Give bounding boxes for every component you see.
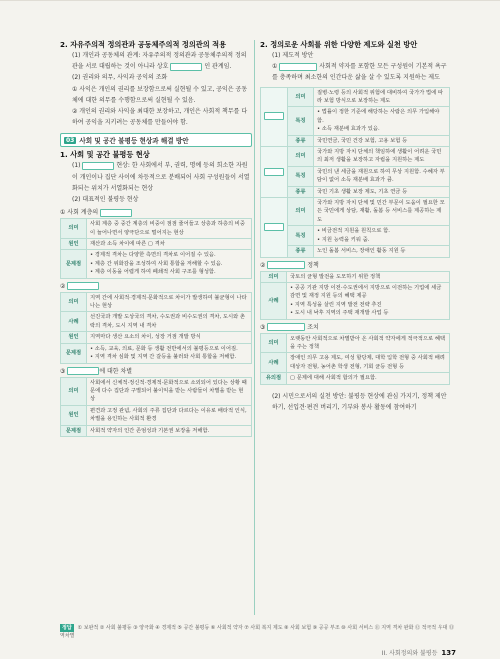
right-column: 2. 정의로운 사회를 위한 다양한 제도와 실천 방안 (1) 제도적 방안 ① 사회적 약자를 포함한 모든 구성원이 기본적 욕구를 충족하며 최소한의 인간다운 삶을 살 수 있도록 지원하는 제도 의미 질병·노령 등의 사회적 위험에 대비하여 국가가 법에 따라 보험 방식으로 보장하는 제도 특징 • 법률이 정한 기준에 해당하는 사람은 의무 가입해야 함. • 소득 재분배 효과가 있음. 종류 국민연금, 국민 건강 보험, 고용 보험 등 의미 국가와 지방 자치 단체의 책임하에 생활이 어려운 국민의 최저 생활을 보장하고 자립을 지원하는 제도 특징 국민의 낸 세금을 재원으로 하여 무상 지원함. 수혜자 부담이 없어 소득 재분배 효과가 큼. 종류 국민 기초 생활 보장 제도, 기초 연금 등 의미 국가와 지방 자치 단체 및 민간 부문이 도움이 필요한 모든 국민에게 상담, 재활, 돌봄 등 서비스를 제공하는 제도 특징 • 비금전적 지원을 원칙으로 함. • 지원 능력을 키워 줌. 종류 노인 돌봄 서비스, 장애인 활동 지원 등 ② 정책 의미 국토의 균형 발전을 도모하기 위한 정책 사례 • 공공 기관 지방 이전·수도권에서 지방으로 이전하는 기업에 세금 감면 및 재정 지원 등의 혜택 제공 • 지역 특성을 살린 지역 발전 전략 추진 • 도시 내 낙후 지역의 주택 재개발 사업 등 ③ 조치 의미 오랫동안 사회적으로 차별받아 온 사회적 약자에게 적극적으로 혜택을 주는 정책 사례 장애인 의무 고용 제도, 여성 할당제, 대학 입학 전형 중 사회적 배려 대상자 전형, 농어촌 학생 전형, 기회 균등 전형 등 유의점 ▢ 문제에 대해 사회적 합의가 필요함. (2) 시민으로서의 실천 방안: 불평등 현상에 관심 가지기, 정책 제안하기, 선입견·편견 버리기, 기부와 봉사 활동에 참여하기 — [260, 40, 450, 413]
subheading-1: 1. 사회 및 공간 불평등 현상 — [60, 150, 150, 160]
footer-section: II. 사회정의와 불평등 — [381, 650, 438, 657]
left-column: 2. 자유주의적 정의관과 공동체주의적 정의관의 적용 (1) 개인과 공동체의 관계: 자유주의적 정의관과 공동체주의적 정의관을 서로 대립하는 것이 아니라 상호 인 관계임. (2) 권리와 의무, 사익과 공익의 조화 ① 사익은 개인의 권리를 보장함으로써 실현될 수 있고, 공익은 공동체에 대한 의무를 수행함으로써 실현될 수 있음. ② 개인의 권리와 사익을 최대한 보장하고, 개인은 사회적 책무를 다하여 공익을 지키려는 공동체를 만들어야 함. 03 사회 및 공간 불평등 현상과 해결 방안 1. 사회 및 공간 불평등 현상 (1) 현상: 한 사회에서 부, 권력, 명예 등의 희소한 자원이 개인이나 집단 사이에 차등적으로 분배되어 사회 구성원들이 서열화되는 위치가 서열화되는 현상 (2) 대표적인 불평등 현상 ① 사회 계층의 의미 사회 계층 중 중간 계층의 비중이 점점 줄어들고 상층과 하층의 비중이 늘어나면서 양극단으로 멀어지는 현상 원인 재산과 소득 차이에 따른 ▢ 격차 문제점 • 경제적 격차는 다양한 측면의 격차로 이어질 수 있음. • 계층 간 위화감을 조성하여 사회 통합을 저해할 수 있음. • 계층 이동을 어렵게 하여 폐쇄적 사회 구조를 형성함. ② 의미 지역 간에 사회적·경제적·문화적으로 차이가 발생하여 불균형이 나타나는 현상 사례 선진국과 개발 도상국의 격차, 수도권과 비수도권의 격차, 도시와 촌락의 격차, 도시 지역 내 격차 원인 지역마다 생산 요소의 차이, 성장 거점 개발 방식 문제점 • 소득, 교육, 의료, 문화 등 생활 전반에서의 불평등으로 이어짐. • 지역 격차 심화 및 지역 간 갈등을 불러와 사회 통합을 저해함. ③ 에 대한 차별 의미 사회에서 신체적·정신적·경제적·문화적으로 소외되어 있다는 상황 때문에 다수 집단과 구별되어 불이익을 받는 사람들이 차별을 받는 현상 원인 편견과 고정 관념, 사회의 주류 집단과 다르다는 이유로 배타적 인식, 차별을 용인하는 사회적 환경 문제점 사회적 약자의 인간 존엄성과 기본권 보장을 저해함. — [60, 40, 252, 437]
top-rule — [0, 0, 500, 1]
answer-blank-2[interactable] — [82, 162, 114, 170]
table-spatial-inequality: 의미 지역 간에 사회적·경제적·문화적으로 차이가 발생하여 불균형이 나타나는 현상 사례 선진국과 개발 도상국의 격차, 수도권과 비수도권의 격차, 도시와 촌락의 격차, 도시 지역 내 격차 원인 지역마다 생산 요소의 차이, 성장 거점 개발 방식 문제점 • 소득, 교육, 의료, 문화 등 생활 전반에서의 불평등으로 이어짐. • 지역 격차 심화 및 지역 간 갈등을 불러와 사회 통합을 저해함. — [60, 292, 252, 364]
section-heading-right: 2. 정의로운 사회를 위한 다양한 제도와 실천 방안 — [260, 40, 418, 49]
answer-list: ① 보완적 ② 사회 불평등 ③ 양극화 ④ 경제적 ⑤ 공간 불평등 ⑥ 사회적 약자 ⑦ 사회 복지 제도 ⑧ 사회 보험 ⑨ 공공 부조 ⑩ 사회 서비스 ⑪ 지역 격차 완화 ⑫ 적극적 우대 ⑬ 역차별 — [60, 625, 454, 639]
paragraph-3: ① 사익은 개인의 권리를 보장함으로써 실현될 수 있고, 공익은 공동체에 대한 의무를 수행함으로써 실현될 수 있음. — [72, 85, 248, 104]
paragraph-1: (1) 개인과 공동체의 관계: 자유주의적 정의관과 공동체주의적 정의관을 서로 대립하는 것이 아니라 상호 — [72, 52, 247, 71]
answer-blank-9[interactable] — [264, 223, 284, 231]
answer-blank-10[interactable] — [267, 261, 305, 269]
table-regional-policy: 의미 국토의 균형 발전을 도모하기 위한 정책 사례 • 공공 기관 지방 이전·수도권에서 지방으로 이전하는 기업에 세금 감면 및 재정 지원 등의 혜택 제공 • 지역 특성을 살린 지역 발전 전략 추진 • 도시 내 낙후 지역의 주택 재개발 사업 등 — [260, 271, 450, 320]
section-heading-2: 2. 자유주의적 정의관과 공동체주의적 정의관의 적용 — [60, 40, 227, 49]
right-paragraph-1: (1) 제도적 방안 — [272, 52, 314, 59]
table-polarization: 의미 사회 계층 중 중간 계층의 비중이 점점 줄어들고 상층과 하층의 비중이 늘어나면서 양극단으로 멀어지는 현상 원인 재산과 소득 차이에 따른 ▢ 격차 문제점 • 경제적 격차는 다양한 측면의 격차로 이어질 수 있음. • 계층 간 위화감을 조성하여 사회 통합을 저해할 수 있음. • 계층 이동을 어렵게 하여 폐쇄적 사회 구조를 형성함. — [60, 218, 252, 278]
question-1-text: 현상: 한 사회에서 부, 권력, 명예 등의 희소한 자원이 개인이나 집단 사이에 차등적으로 분배되어 사회 구성원들이 서열화되는 위치가 서열화되는 현상 — [72, 162, 250, 192]
column-divider — [254, 40, 255, 615]
paragraph-2: (2) 권리와 의무, 사익과 공익의 조화 — [72, 74, 168, 82]
question-2: (2) 대표적인 불평등 현상 — [72, 196, 139, 204]
answer-blank-7[interactable] — [264, 112, 284, 120]
answer-tag: 정답 — [62, 625, 72, 631]
welfare-definition: 사회적 약자를 포함한 모든 구성원이 기본적 욕구를 충족하며 최소한의 인간다운 삶을 살 수 있도록 지원하는 제도 — [272, 63, 447, 82]
answer-blank-1[interactable] — [170, 63, 202, 71]
table-welfare: 의미 질병·노령 등의 사회적 위험에 대비하여 국가가 법에 따라 보험 방식으로 보장하는 제도 특징 • 법률이 정한 기준에 해당하는 사람은 의무 가입해야 함. • 소득 재분배 효과가 있음. 종류 국민연금, 국민 건강 보험, 고용 보험 등 의미 국가와 지방 자치 단체의 책임하에 생활이 어려운 국민의 최저 생활을 보장하고 자립을 지원하는 제도 특징 국민의 낸 세금을 재원으로 하여 무상 지원함. 수혜자 부담이 없어 소득 재분배 효과가 큼. 종류 국민 기초 생활 보장 제도, 기초 연금 등 의미 국가와 지방 자치 단체 및 민간 부문이 도움이 필요한 모든 국민에게 상담, 재활, 돌봄 등 서비스를 제공하는 제도 특징 • 비금전적 지원을 원칙으로 함. • 지원 능력을 키워 줌. 종류 노인 돌봄 서비스, 장애인 활동 지원 등 — [260, 87, 450, 258]
answer-blank-6[interactable] — [279, 63, 317, 71]
answer-blank-5[interactable] — [67, 367, 99, 375]
table-discrimination: 의미 사회에서 신체적·정신적·경제적·문화적으로 소외되어 있다는 상황 때문에 다수 집단과 구별되어 불이익을 받는 사람들이 차별을 받는 현상 원인 편견과 고정 관념, 사회의 주류 집단과 다르다는 이유로 배타적 인식, 차별을 용인하는 사회적 환경 문제점 사회적 약자의 인간 존엄성과 기본권 보장을 저해함. — [60, 377, 252, 437]
answer-blank-11[interactable] — [267, 323, 305, 331]
section-title: 사회 및 공간 불평등 현상과 해결 방안 — [79, 137, 189, 146]
paragraph-4: ② 개인의 권리와 사익을 최대한 보장하고, 개인은 사회적 책무를 다하여 공익을 지키려는 공동체를 만들어야 함. — [72, 108, 248, 127]
section-banner — [60, 133, 252, 147]
page-footer — [382, 648, 456, 657]
citizen-practice: (2) 시민으로서의 실천 방안: 불평등 현상에 관심 가지기, 정책 제안하기, 선입견·편견 버리기, 기부와 봉사 활동에 참여하기 — [272, 392, 447, 411]
section-number: 03 — [66, 136, 75, 144]
table-affirmative-action: 의미 오랫동안 사회적으로 차별받아 온 사회적 약자에게 적극적으로 혜택을 주는 정책 사례 장애인 의무 고용 제도, 여성 할당제, 대학 입학 전형 중 사회적 배려 대상자 전형, 농어촌 학생 전형, 기회 균등 전형 등 유의점 ▢ 문제에 대해 사회적 합의가 필요함. — [260, 333, 450, 385]
page-number: 137 — [441, 649, 456, 657]
answer-blank-4[interactable] — [67, 282, 99, 290]
answer-key — [60, 624, 455, 640]
answer-blank-8[interactable] — [264, 168, 284, 176]
answer-blank-3[interactable] — [100, 209, 132, 217]
